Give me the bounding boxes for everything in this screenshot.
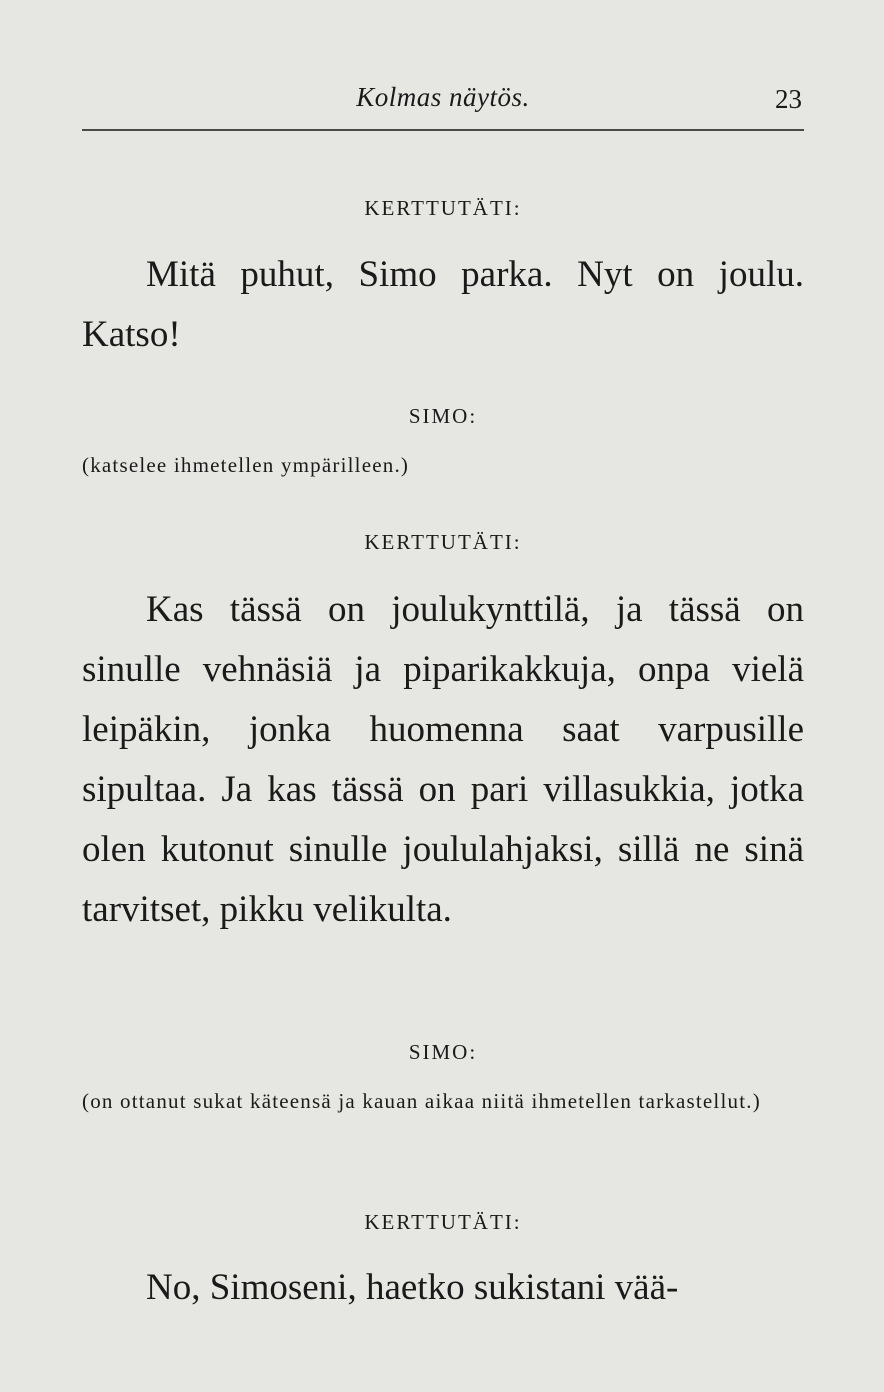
page-number: 23	[775, 84, 802, 114]
stage-direction: (katselee ihmetellen ympärilleen.)	[82, 453, 410, 477]
speaker-name: SIMO:	[408, 404, 478, 428]
speaker-name: KERTTUTÄTI:	[364, 196, 522, 220]
speaker-name: KERTTUTÄTI:	[364, 530, 522, 554]
page-header	[82, 78, 804, 118]
speech-paragraph: Mitä puhut, Simo parka. Nyt on joulu. Katso!	[82, 254, 804, 355]
speech-paragraph: Kas tässä on joulukynttilä, ja tässä on sinulle vehnäsiä ja piparikakkuja, onpa vielä leipäkin, jonka huomenna saat varpusille sipultaa. Ja kas tässä on pari villasukkia, jotka olen kutonut sinulle joululahjaksi, sillä ne sinä tarvitset, pikku velikulta.	[82, 589, 804, 930]
stage-direction: (on ottanut sukat käteensä ja kauan aikaa niitä ihmetellen tarkastellut.)	[82, 1089, 761, 1113]
speech-paragraph: No, Simoseni, haetko sukistani vää-	[146, 1267, 679, 1308]
header-rule	[82, 129, 804, 131]
running-title: Kolmas näytös.	[356, 82, 530, 112]
speaker-name: KERTTUTÄTI:	[364, 1210, 522, 1234]
speaker-name: SIMO:	[408, 1040, 478, 1064]
